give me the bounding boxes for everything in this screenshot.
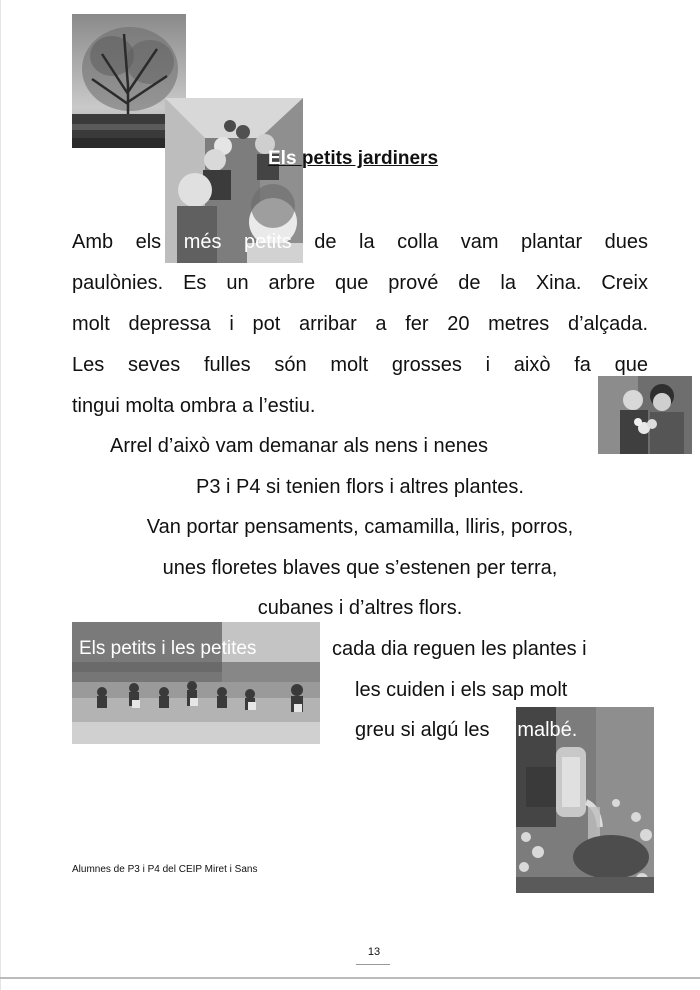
paragraph1-line4: Les seves fulles són molt grosses i això fa que [72,354,648,376]
paragraph2-line1 [110,434,516,458]
paragraph1-line1 [72,230,648,254]
paragraph1-line2: paulònies. Es un arbre que prové de la Xina. Creix [72,272,648,294]
paragraph1-line5: tingui molta ombra a l’estiu. [72,395,316,417]
p3-line3-start: greu si algú les [355,719,496,741]
paragraph3-line1: cada dia reguen les plantes i [332,638,587,660]
p1-line1-start: Amb els [72,231,184,253]
page-number-underline [356,964,390,965]
paragraph2-line4: unes floretes blaves que s’estenen per terra, [162,557,558,579]
paragraph2-line3: Van portar pensaments, camamilla, lliris, porros, [146,516,574,538]
title-word-on-photo: Els [268,148,297,169]
p3-line3-on-photo: fa malbé. [495,719,578,741]
paragraph2-line2: P3 i P4 si tenien flors i altres plantes. [196,476,524,498]
paragraph2-line5: cubanes i d’altres flors. [257,597,463,619]
p2-line1-on-photo: de [493,435,516,457]
title-rest: petits jardiners [301,148,439,169]
bottom-rule [0,977,700,979]
paragraph3-line3 [355,718,577,742]
children-flowers-photo [598,376,692,454]
p1-line1-end: de la colla vam plantar dues [291,231,648,253]
page-title [268,148,438,170]
paragraph3-on-photo: Els petits i les petites [79,638,257,659]
p2-line1-start: Arrel d’això vam demanar als nens i nenes [110,435,494,457]
page-number: 13 [367,946,381,958]
paragraph1-line3: molt depressa i pot arribar a fer 20 metres d’alçada. [72,313,648,335]
paragraph3-line2: les cuiden i els sap molt [355,679,568,701]
footer-credit: Alumnes de P3 i P4 del CEIP Miret i Sans [72,864,258,875]
p1-line1-on-photo: més petits [183,231,292,253]
